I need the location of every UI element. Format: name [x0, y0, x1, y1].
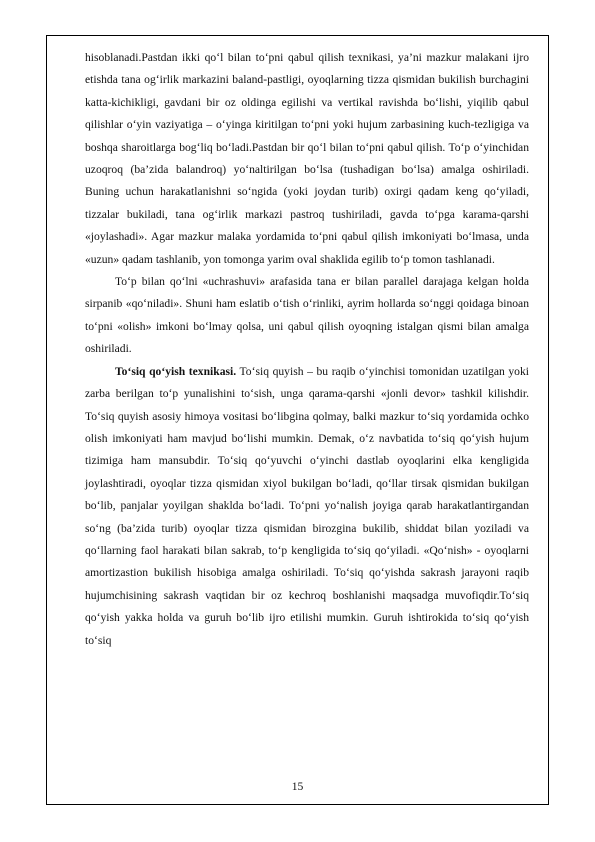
section-term: To‘siq qo‘yish texnikasi. — [115, 364, 237, 378]
paragraph-3-text: To‘siq quyish – bu raqib o‘yinchisi tomonidan uzatilgan yoki zarba berilgan to‘p yunalishini to‘sish, unga qarama-qarshi «jonli devor» tashkil kilishdir. To‘siq quyish asosiy himoya vositasi bo‘libgina qolmay, balki mazkur to‘siq yordamida ochko olish imkoniyati ham mavjud bo‘lishi mumkin. Demak, o‘z navbatida to‘siq qo‘yish hujum tizimiga ham mansubdir. To‘siq qo‘yuvchi o‘yinchi dastlab oyoqlarini elka kengligida joylashtiradi, oyoqlar tizza qismidan xiyol bukilgan bo‘ladi, qo‘llar tirsak qismidan bukilgan bo‘lib, panjalar yoyilgan shaklda bo‘ladi. To‘pni yo‘nalish joyiga qarab harakatlantirgandan so‘ng (ba’zida turib) oyoqlar tizza qismidan birozgina bukilib, shiddat bilan yoziladi va qo‘llarning faol harakati bilan sakrab, to‘p kengligida to‘siq qo‘yiladi. «Qo‘nish» - oyoqlarni amortizastion bukilish hisobiga amalga oshiriladi. To‘siq qo‘yishda sakrash jarayoni raqib hujumchisining sakrash vaqtidan bir oz kechroq boshlanishi maqsadga muvofiqdir.To‘siq qo‘yish yakka holda va guruh bo‘lib ijro etilishi mumkin. Guruh ishtirokida to‘siq qo‘yish to‘siq — [85, 364, 529, 647]
paragraph-2: To‘p bilan qo‘lni «uchrashuvi» arafasida tana er bilan parallel darajaga kelgan holda sirpanib «qo‘niladi». Shuni ham eslatib o‘tish o‘rinliki, ayrim hollarda so‘nggi qoidaga binoan to‘pni «olish» imkoni bo‘lmay qolsa, uni qabul qilish oyoqning istalgan qismi bilan amalga oshiriladi. — [85, 275, 529, 356]
paragraph-3 — [85, 361, 529, 652]
document-body — [85, 47, 529, 652]
paragraph-1: hisoblanadi.Pastdan ikki qo‘l bilan to‘pni qabul qilish texnikasi, ya’ni mazkur malakani ijro etishda tana og‘irlik markazini baland-pastligi, oyoqlarning tizza qismidan bukilish burchagini katta-kichikligi, gavdani bir oz oldinga egilishi va vertikal ravishda bo‘lishi, yiqilib qabul qilishlar o‘yin vaziyatiga – o‘yinga kiritilgan to‘pni yoki hujum zarbasining kuch-tezligiga va boshqa sharoitlarga bog‘liq bo‘ladi.Pastdan bir qo‘l bilan to‘pni qabul qilish. To‘p o‘yinchidan uzoqroq (ba’zida balandroq) yo‘naltirilgan bo‘lsa (tushadigan bo‘lsa) amalga oshiriladi. Buning uchun harakatlanishni so‘ngida (yoki joydan turib) oxirgi qadam keng qo‘yiladi, tizzalar bukiladi, tana og‘irlik markazi pastroq tushiriladi, gavda to‘pga karama-qarshi «joylashadi». Agar mazkur malaka yordamida to‘pni qabul qilish imkoniyati bo‘lmasa, unda «uzun» qadam tashlanib, yon tomonga yarim oval shaklida egilib to‘p tomon tashlanadi. — [85, 51, 529, 266]
page-number: 15 — [291, 780, 304, 793]
